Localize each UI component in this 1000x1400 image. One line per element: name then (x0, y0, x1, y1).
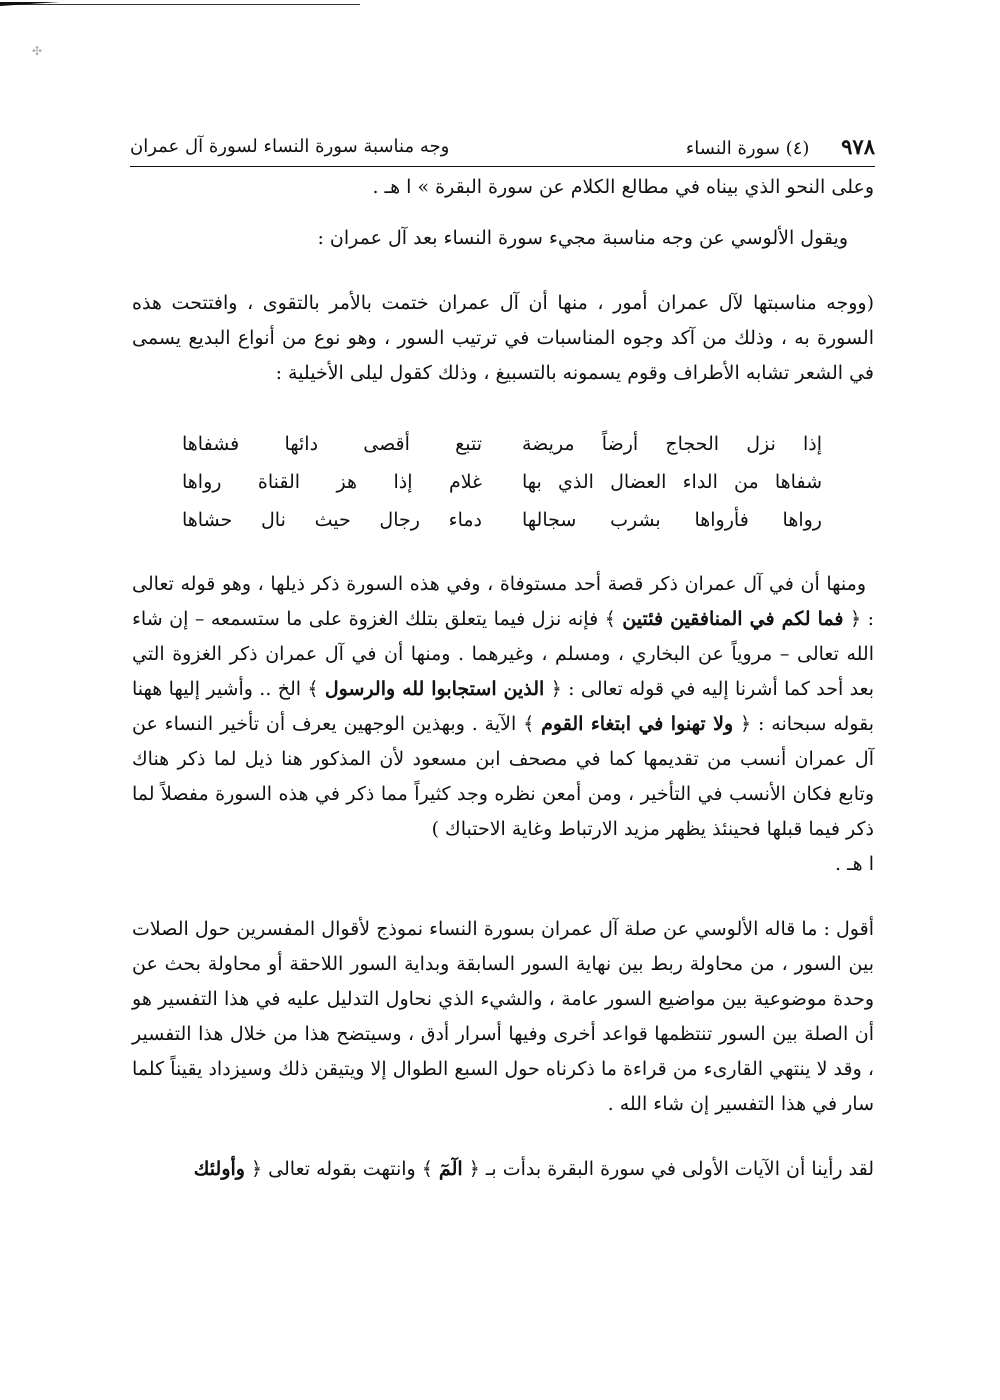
quran-quote: ولا تهنوا في ابتغاء القوم (541, 713, 734, 735)
paragraph-alusi-intro: ويقول الألوسي عن وجه مناسبة مجيء سورة النساء بعد آل عمران : (317, 227, 848, 249)
body-text (132, 170, 874, 1187)
poem-second-hemistich: تتبع أقصى دائها فشفاها (182, 433, 482, 455)
page-number: ٩٧٨ (841, 134, 875, 159)
surah-label: (٤) سورة النساء (685, 138, 810, 159)
poem-first-hemistich: رواها فأرواها بشرب سجالها (522, 509, 822, 531)
running-header (130, 130, 875, 167)
paragraph-baqara (132, 1152, 874, 1187)
poem-verse (182, 463, 822, 501)
quran-quote: فما لكم في المنافقين فئتين (622, 608, 844, 630)
poem-second-hemistich: غلام إذا هز القناة رواها (182, 471, 482, 493)
poem-verse (182, 425, 822, 463)
text-run: لقد رأينا أن الآيات الأولى في سورة البقرة بدأت بـ ﴿ (468, 1158, 874, 1180)
quran-quote: الذين استجابوا لله والرسول (324, 678, 545, 700)
quran-quote: وأولئك (193, 1158, 245, 1180)
poem-second-hemistich: دماء رجال حيث نال حشاها (182, 509, 482, 531)
top-rule-ornament (0, 2, 60, 6)
scan-mark: ✣ (32, 44, 43, 58)
text-run: ﴾ الآية . وبهذين الوجهين يعرف أن تأخير النساء عن آل عمران أنسب من تقديمها كما في مصحف ابن مسعود لأن المذكور هنا ذيل لما ذكر هناك وتابع فكان الأنسب في التأخير ، ومن أمعن نظره وجد كثيراً مما ذكر في هذه السورة مفصلاً لما ذكر فيما قبلها فحينئذ يظهر مزيد الارتباط وغاية الاحتباك ) (132, 713, 874, 840)
section-title: وجه مناسبة سورة النساء لسورة آل عمران (130, 136, 450, 157)
poem-first-hemistich: شفاها من الداء العضال الذي بها (522, 471, 822, 493)
text-run: ﴾ وانتهت بقوله تعالى ﴿ (251, 1158, 433, 1180)
paragraph-alusi-quote: (ووجه مناسبتها لآل عمران أمور ، منها أن آل عمران ختمت بالأمر بالتقوى ، وافتتحت هذه السورة به ، وذلك من آكد وجوه المناسبات في ترتيب السور ، وهو نوع من أنواع البديع يسمى في الشعر تشابه الأطراف وقوم يسمونه بالتسبيغ ، وذلك كقول ليلى الأخيلية : (132, 292, 874, 384)
poem (182, 425, 822, 539)
text-run-end: ا هـ . (835, 853, 874, 875)
paragraph-author-comment: أقول : ما قاله الألوسي عن صلة آل عمران بسورة النساء نموذج لأقوال المفسرين حول الصلات بين السور ، من محاولة ربط بين نهاية السور السابقة وبداية السور اللاحقة أو محاولة بحث عن وحدة موضوعية بين مواضيع السور عامة ، والشيء الذي نحاول التدليل عليه في هذا التفسير هو أن الصلة بين السور تنتظمها قواعد أخرى وفيها أسرار أدق ، وسيتضح هذا من خلال هذا التفسير ، وقد لا ينتهي القارىء من قراءة ما ذكرناه حول السبع الطوال إلا ويتيقن ذلك وسيزداد يقيناً كلما سار في هذا التفسير إن شاء الله . (132, 918, 874, 1115)
quran-quote: الٓمٓ (438, 1158, 463, 1180)
text-run: ﴾ الخ .. وأشير إليها ههنا بقوله سبحانه : ﴿ (132, 678, 875, 735)
poem-first-hemistich: إذا نزل الحجاج أرضاً مريضة (522, 433, 822, 455)
text-run: ومنها أن في آل عمران ذكر قصة أحد مستوفاة ، وفي هذه السورة ذكر ذيلها ، وهو قوله تعالى : ﴿ (132, 573, 875, 630)
paragraph-continuation: وعلى النحو الذي بيناه في مطالع الكلام عن سورة البقرة » ا هـ . (372, 176, 874, 198)
poem-verse (182, 501, 822, 539)
header-right-group (680, 134, 875, 159)
text-run: ﴾ فإنه نزل فيما يتعلق بتلك الغزوة على ما ستسمعه – إن شاء الله تعالى – مروياً عن البخاري ، ومسلم ، وغيرهما . ومنها أن في آل عمران ذكر الغزوة التي بعد أحد كما أشرنا إليه في قوله تعالى : ﴿ (132, 608, 875, 700)
paragraph-uhud (132, 567, 874, 882)
